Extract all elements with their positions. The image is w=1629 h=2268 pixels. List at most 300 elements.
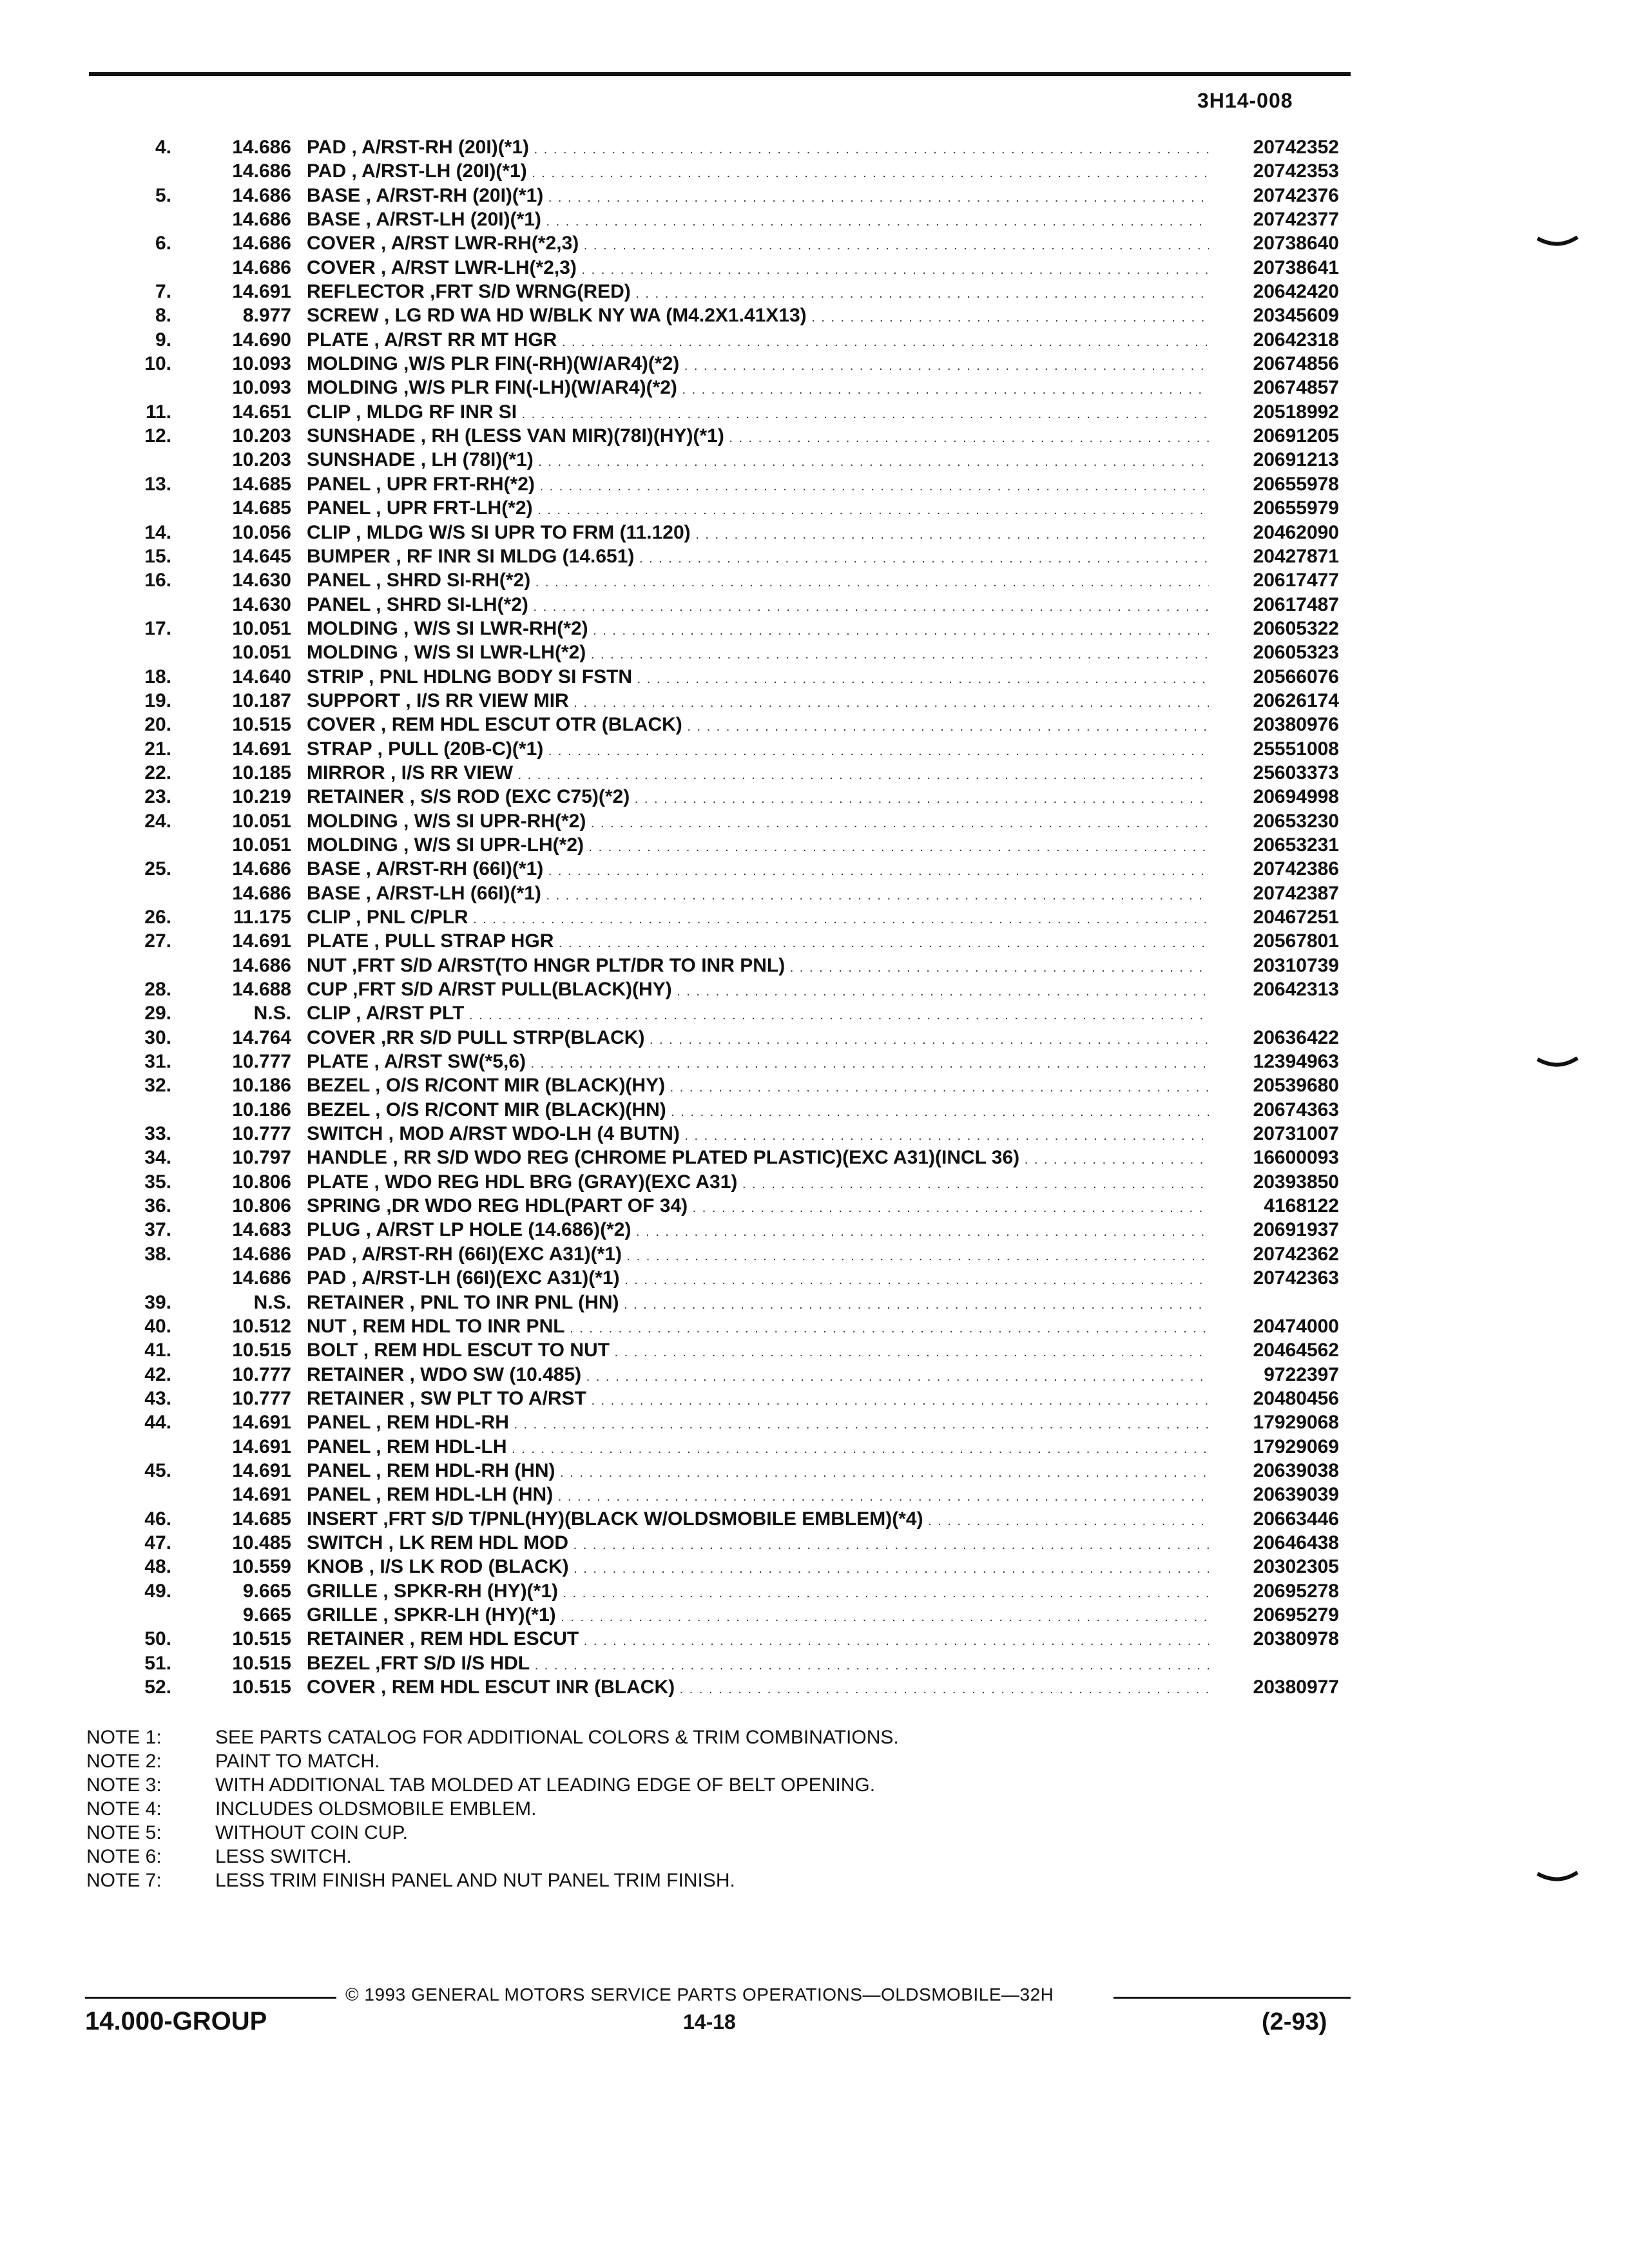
top-rule	[89, 72, 1351, 76]
part-row	[0, 929, 1629, 953]
part-row	[0, 881, 1629, 905]
part-row	[0, 424, 1629, 448]
part-group-number: 10.051	[232, 642, 291, 664]
note-label: NOTE 2:	[86, 1751, 162, 1772]
part-number: 20691937	[1253, 1219, 1339, 1241]
part-row	[0, 231, 1629, 255]
part-row	[0, 1218, 1629, 1242]
footer-group: 14.000-GROUP	[85, 2007, 267, 2035]
part-row	[0, 1338, 1629, 1362]
part-description: BUMPER , RF INR SI MLDG (14.651) . . .	[307, 544, 1209, 571]
part-number: 20742376	[1253, 184, 1339, 206]
part-ref-number: 16.	[144, 570, 171, 591]
part-row	[0, 1531, 1629, 1555]
part-group-number: 10.187	[232, 689, 291, 711]
part-row	[0, 1435, 1629, 1459]
part-description: SWITCH , LK REM HDL MOD . . .	[307, 1531, 1209, 1557]
part-ref-number: 17.	[144, 617, 171, 639]
part-row	[0, 1122, 1629, 1146]
part-group-number: 14.685	[232, 497, 291, 519]
part-row	[0, 1266, 1629, 1290]
part-description: BASE , A/RST-LH (20I)(*1) . . .	[307, 207, 1209, 234]
part-ref-number: 42.	[144, 1363, 171, 1385]
part-group-number: 14.690	[232, 329, 291, 351]
part-number: 20636422	[1253, 1026, 1339, 1048]
part-ref-number: 11.	[145, 401, 171, 423]
part-row	[0, 472, 1629, 496]
part-description: PLUG , A/RST LP HOLE (14.686)(*2) . . .	[307, 1218, 1209, 1244]
part-number: 20691213	[1253, 449, 1339, 471]
part-row	[0, 1483, 1629, 1506]
part-number: 20742386	[1253, 858, 1339, 880]
note-label: NOTE 5:	[86, 1822, 162, 1843]
part-number: 25603373	[1253, 762, 1339, 783]
part-number: 20731007	[1253, 1123, 1339, 1145]
part-description: PANEL , REM HDL-RH (HN) . . .	[307, 1459, 1209, 1485]
part-ref-number: 52.	[144, 1677, 171, 1698]
part-group-number: 10.777	[232, 1387, 291, 1409]
part-number: 20742352	[1253, 137, 1339, 158]
part-group-number: 10.512	[232, 1315, 291, 1337]
note-text: LESS SWITCH.	[215, 1846, 352, 1867]
note-label: NOTE 3:	[86, 1774, 162, 1796]
part-number: 16600093	[1253, 1147, 1339, 1169]
part-number: 20694998	[1253, 786, 1339, 808]
part-description: NUT ,FRT S/D A/RST(TO HNGR PLT/DR TO INR PNL) . . .	[307, 954, 1209, 980]
part-ref-number: 8.	[155, 305, 171, 327]
page-code: 3H14-008	[1197, 89, 1293, 112]
part-row	[0, 737, 1629, 761]
part-number: 20474000	[1253, 1315, 1339, 1337]
part-description: MOLDING , W/S SI LWR-LH(*2) . . .	[307, 640, 1209, 667]
part-description: PAD , A/RST-LH (66I)(EXC A31)(*1) . . .	[307, 1266, 1209, 1293]
part-number: 20605323	[1253, 642, 1339, 664]
part-row	[0, 761, 1629, 785]
part-description: BEZEL , O/S R/CONT MIR (BLACK)(HN) . . .	[307, 1098, 1209, 1124]
part-ref-number: 25.	[144, 858, 171, 880]
part-description: CUP ,FRT S/D A/RST PULL(BLACK)(HY) . . .	[307, 977, 1209, 1004]
part-row	[0, 1050, 1629, 1073]
part-row	[0, 448, 1629, 472]
part-group-number: 14.686	[232, 209, 291, 231]
part-description: KNOB , I/S LK ROD (BLACK) . . .	[307, 1555, 1209, 1581]
part-number: 20380977	[1253, 1677, 1339, 1698]
part-description: BEZEL ,FRT S/D I/S HDL . . .	[307, 1651, 1209, 1678]
part-row	[0, 689, 1629, 713]
note-line	[86, 1845, 899, 1869]
part-description: MOLDING ,W/S PLR FIN(-LH)(W/AR4)(*2) . . .	[307, 376, 1209, 402]
part-row	[0, 1675, 1629, 1699]
part-ref-number: 15.	[144, 545, 171, 567]
part-number: 20380976	[1253, 714, 1339, 736]
part-description: HANDLE , RR S/D WDO REG (CHROME PLATED PLASTIC)(EXC A31)(INCL 36) . . .	[307, 1146, 1209, 1172]
part-group-number: 14.683	[232, 1219, 291, 1241]
part-group-number: 14.686	[232, 858, 291, 880]
part-group-number: 10.051	[232, 617, 291, 639]
part-row	[0, 1603, 1629, 1627]
part-ref-number: 45.	[144, 1459, 171, 1481]
part-description: PANEL , UPR FRT-RH(*2) . . .	[307, 472, 1209, 499]
part-group-number: 14.691	[232, 1459, 291, 1481]
part-number: 20646438	[1253, 1532, 1339, 1553]
part-description: PANEL , REM HDL-LH . . .	[307, 1435, 1209, 1461]
part-row	[0, 1098, 1629, 1122]
part-number: 20738641	[1253, 256, 1339, 278]
part-group-number: 10.797	[232, 1147, 291, 1169]
part-group-number: 9.665	[242, 1604, 291, 1626]
part-description: BASE , A/RST-LH (66I)(*1) . . .	[307, 881, 1209, 908]
part-row	[0, 496, 1629, 520]
part-group-number: 10.203	[232, 425, 291, 447]
note-label: NOTE 1:	[86, 1727, 162, 1748]
part-row	[0, 1242, 1629, 1266]
part-description: MOLDING , W/S SI LWR-RH(*2) . . .	[307, 617, 1209, 643]
part-ref-number: 38.	[144, 1243, 171, 1265]
part-number: 17929068	[1253, 1412, 1339, 1434]
part-number: 20655979	[1253, 497, 1339, 519]
part-description: MOLDING , W/S SI UPR-LH(*2) . . .	[307, 833, 1209, 860]
part-group-number: 14.640	[232, 666, 291, 687]
part-row	[0, 159, 1629, 183]
part-ref-number: 27.	[144, 930, 171, 952]
part-description: PANEL , REM HDL-RH . . .	[307, 1410, 1209, 1437]
part-number: 20691205	[1253, 425, 1339, 447]
part-description: COVER , A/RST LWR-RH(*2,3) . . .	[307, 231, 1209, 258]
part-number: 20674363	[1253, 1099, 1339, 1120]
part-ref-number: 19.	[144, 689, 171, 711]
part-number: 20626174	[1253, 689, 1339, 711]
part-group-number: 10.051	[232, 834, 291, 856]
part-number: 20480456	[1253, 1387, 1339, 1409]
part-ref-number: 40.	[144, 1315, 171, 1337]
part-row	[0, 905, 1629, 929]
part-row	[0, 1387, 1629, 1410]
part-group-number: 11.175	[233, 907, 291, 928]
part-row	[0, 1170, 1629, 1194]
part-row	[0, 617, 1629, 640]
part-description: MOLDING ,W/S PLR FIN(-RH)(W/AR4)(*2) . . .	[307, 352, 1209, 378]
note-label: NOTE 7:	[86, 1870, 162, 1891]
note-line	[86, 1869, 899, 1892]
part-row	[0, 1627, 1629, 1651]
part-ref-number: 41.	[144, 1340, 171, 1361]
part-number: 20639039	[1253, 1484, 1339, 1506]
part-group-number: 14.691	[232, 930, 291, 952]
part-ref-number: 30.	[144, 1026, 171, 1048]
part-description: PLATE , A/RST SW(*5,6) . . .	[307, 1050, 1209, 1076]
part-group-number: 10.515	[232, 714, 291, 736]
footer-rule-left	[85, 1997, 336, 1999]
part-group-number: 10.093	[232, 353, 291, 375]
part-number: 20742353	[1253, 160, 1339, 182]
part-group-number: 14.686	[232, 137, 291, 158]
part-description: GRILLE , SPKR-RH (HY)(*1) . . .	[307, 1579, 1209, 1606]
note-line	[86, 1797, 899, 1821]
part-number: 4168122	[1264, 1195, 1339, 1217]
part-number: 20464562	[1253, 1340, 1339, 1361]
part-number: 20380978	[1253, 1628, 1339, 1650]
part-row	[0, 1410, 1629, 1434]
part-ref-number: 34.	[144, 1147, 171, 1169]
part-row	[0, 184, 1629, 207]
note-label: NOTE 4:	[86, 1798, 162, 1820]
part-description: MIRROR , I/S RR VIEW . . .	[307, 761, 1209, 787]
part-group-number: 10.093	[232, 377, 291, 399]
part-row	[0, 352, 1629, 376]
part-ref-number: 4.	[155, 137, 171, 158]
part-group-number: 10.219	[232, 786, 291, 808]
part-description: BASE , A/RST-RH (20I)(*1) . . .	[307, 184, 1209, 210]
part-group-number: 10.485	[232, 1532, 291, 1553]
part-ref-number: 23.	[144, 786, 171, 808]
footer-page-number: 14-18	[683, 2010, 736, 2033]
part-description: BEZEL , O/S R/CONT MIR (BLACK)(HY) . . .	[307, 1073, 1209, 1100]
part-row	[0, 400, 1629, 424]
part-ref-number: 31.	[144, 1051, 171, 1073]
part-row	[0, 256, 1629, 280]
part-row	[0, 1555, 1629, 1579]
part-description: PLATE , WDO REG HDL BRG (GRAY)(EXC A31) . . .	[307, 1170, 1209, 1196]
part-description: PAD , A/RST-LH (20I)(*1) . . .	[307, 159, 1209, 186]
part-row	[0, 1507, 1629, 1531]
part-group-number: 14.686	[232, 160, 291, 182]
part-number: 12394963	[1253, 1051, 1339, 1073]
part-number: 20617487	[1253, 593, 1339, 615]
part-number: 20302305	[1253, 1556, 1339, 1578]
part-number: 20674856	[1253, 353, 1339, 375]
part-number: 20345609	[1253, 305, 1339, 327]
part-row	[0, 135, 1629, 159]
part-row	[0, 857, 1629, 881]
part-description: INSERT ,FRT S/D T/PNL(HY)(BLACK W/OLDSMOBILE EMBLEM)(*4) . . .	[307, 1507, 1209, 1533]
part-description: PANEL , REM HDL-LH (HN) . . .	[307, 1483, 1209, 1509]
part-number: 20467251	[1253, 907, 1339, 928]
part-row	[0, 640, 1629, 664]
part-group-number: 10.051	[232, 810, 291, 832]
binder-hole-mark	[1536, 1057, 1579, 1070]
part-ref-number: 9.	[155, 329, 171, 351]
part-description: PAD , A/RST-RH (20I)(*1) . . .	[307, 135, 1209, 162]
part-row	[0, 1291, 1629, 1314]
part-row	[0, 1459, 1629, 1483]
part-number: 20653230	[1253, 810, 1339, 832]
part-ref-number: 44.	[144, 1412, 171, 1434]
part-group-number: 10.777	[232, 1123, 291, 1145]
part-description: SWITCH , MOD A/RST WDO-LH (4 BUTN) . . .	[307, 1122, 1209, 1148]
part-ref-number: 22.	[144, 762, 171, 783]
part-number: 25551008	[1253, 738, 1339, 760]
part-ref-number: 26.	[144, 907, 171, 928]
note-line	[86, 1749, 899, 1773]
part-ref-number: 13.	[144, 473, 171, 495]
part-group-number: 10.515	[232, 1340, 291, 1361]
part-description: PAD , A/RST-RH (66I)(EXC A31)(*1) . . .	[307, 1242, 1209, 1269]
part-ref-number: 6.	[155, 233, 171, 255]
part-group-number: 9.665	[242, 1580, 291, 1602]
part-row	[0, 328, 1629, 352]
part-group-number: 14.691	[232, 1484, 291, 1506]
notes-section	[86, 1725, 899, 1892]
part-ref-number: 12.	[144, 425, 171, 447]
part-description: SPRING ,DR WDO REG HDL(PART OF 34) . . .	[307, 1194, 1209, 1220]
part-description: BASE , A/RST-RH (66I)(*1) . . .	[307, 857, 1209, 883]
part-ref-number: 37.	[144, 1219, 171, 1241]
part-number: 20539680	[1253, 1075, 1339, 1097]
part-row	[0, 1651, 1629, 1675]
part-number: 20567801	[1253, 930, 1339, 952]
part-row	[0, 1073, 1629, 1097]
part-number: 20742363	[1253, 1267, 1339, 1289]
part-ref-number: 43.	[144, 1387, 171, 1409]
part-ref-number: 18.	[144, 666, 171, 687]
part-ref-number: 50.	[144, 1628, 171, 1650]
part-group-number: 10.186	[232, 1075, 291, 1097]
part-description: COVER ,RR S/D PULL STRP(BLACK) . . .	[307, 1026, 1209, 1052]
part-group-number: 10.515	[232, 1652, 291, 1674]
part-ref-number: 20.	[144, 714, 171, 736]
part-row	[0, 303, 1629, 327]
part-number: 20653231	[1253, 834, 1339, 856]
part-group-number: 14.651	[232, 401, 291, 423]
note-text: WITH ADDITIONAL TAB MOLDED AT LEADING EDGE OF BELT OPENING.	[215, 1774, 876, 1796]
part-row	[0, 977, 1629, 1001]
footer-rule-right	[1113, 1997, 1351, 1999]
part-row	[0, 521, 1629, 544]
part-row	[0, 1001, 1629, 1025]
part-row	[0, 809, 1629, 833]
part-description: BOLT , REM HDL ESCUT TO NUT . . .	[307, 1338, 1209, 1365]
part-ref-number: 46.	[144, 1508, 171, 1530]
part-description: PANEL , UPR FRT-LH(*2) . . .	[307, 496, 1209, 523]
part-row	[0, 207, 1629, 231]
part-description: CLIP , A/RST PLT . . .	[307, 1001, 1209, 1028]
part-row	[0, 280, 1629, 303]
part-ref-number: 51.	[144, 1652, 171, 1674]
note-text: WITHOUT COIN CUP.	[215, 1822, 408, 1843]
part-row	[0, 954, 1629, 977]
part-number: 20462090	[1253, 521, 1339, 543]
part-description: PANEL , SHRD SI-LH(*2) . . .	[307, 593, 1209, 619]
part-description: RETAINER , SW PLT TO A/RST . . .	[307, 1387, 1209, 1413]
part-ref-number: 14.	[144, 521, 171, 543]
part-row	[0, 544, 1629, 568]
part-number: 20742377	[1253, 209, 1339, 231]
part-group-number: 10.515	[232, 1677, 291, 1698]
part-number: 20695279	[1253, 1604, 1339, 1626]
part-group-number: 10.186	[232, 1099, 291, 1120]
part-number: 20310739	[1253, 954, 1339, 976]
part-ref-number: 47.	[144, 1532, 171, 1553]
footer-copyright: © 1993 GENERAL MOTORS SERVICE PARTS OPERATIONS—OLDSMOBILE—32H	[345, 1984, 1054, 2004]
part-description: GRILLE , SPKR-LH (HY)(*1) . . .	[307, 1603, 1209, 1629]
part-row	[0, 1363, 1629, 1387]
part-group-number: 8.977	[242, 305, 291, 327]
part-row	[0, 593, 1629, 617]
part-group-number: 10.203	[232, 449, 291, 471]
part-ref-number: 21.	[144, 738, 171, 760]
part-group-number: 10.777	[232, 1051, 291, 1073]
part-description: REFLECTOR ,FRT S/D WRNG(RED) . . .	[307, 280, 1209, 306]
part-number: 20566076	[1253, 666, 1339, 687]
part-ref-number: 39.	[144, 1291, 171, 1313]
part-description: MOLDING , W/S SI UPR-RH(*2) . . .	[307, 809, 1209, 836]
part-description: RETAINER , PNL TO INR PNL (HN) . . .	[307, 1291, 1209, 1317]
part-description: NUT , REM HDL TO INR PNL . . .	[307, 1314, 1209, 1341]
part-row	[0, 833, 1629, 857]
part-number: 20427871	[1253, 545, 1339, 567]
part-row	[0, 376, 1629, 399]
part-number: 20617477	[1253, 570, 1339, 591]
part-ref-number: 29.	[144, 1003, 171, 1024]
part-number: 20393850	[1253, 1171, 1339, 1193]
part-row	[0, 1194, 1629, 1218]
part-ref-number: 7.	[155, 281, 171, 303]
part-ref-number: 33.	[144, 1123, 171, 1145]
part-group-number: 10.515	[232, 1628, 291, 1650]
part-row	[0, 568, 1629, 592]
note-label: NOTE 6:	[86, 1846, 162, 1867]
note-text: INCLUDES OLDSMOBILE EMBLEM.	[215, 1798, 537, 1820]
footer-date: (2-93)	[1262, 2008, 1327, 2035]
part-group-number: 14.686	[232, 233, 291, 255]
part-number: 20642318	[1253, 329, 1339, 351]
note-line	[86, 1725, 899, 1749]
part-group-number: 14.691	[232, 1412, 291, 1434]
part-description: PLATE , A/RST RR MT HGR . . .	[307, 328, 1209, 354]
part-group-number: 14.645	[232, 545, 291, 567]
part-description: STRIP , PNL HDLNG BODY SI FSTN . . .	[307, 665, 1209, 691]
part-row	[0, 665, 1629, 689]
part-group-number: 10.806	[232, 1195, 291, 1217]
note-line	[86, 1773, 899, 1797]
note-text: LESS TRIM FINISH PANEL AND NUT PANEL TRIM FINISH.	[215, 1870, 735, 1891]
note-text: PAINT TO MATCH.	[215, 1751, 380, 1772]
part-description: COVER , A/RST LWR-LH(*2,3) . . .	[307, 256, 1209, 282]
part-number: 9722397	[1264, 1363, 1339, 1385]
part-number: 20639038	[1253, 1459, 1339, 1481]
part-number: 20695278	[1253, 1580, 1339, 1602]
part-group-number: 14.686	[232, 1243, 291, 1265]
part-description: RETAINER , REM HDL ESCUT . . .	[307, 1627, 1209, 1653]
part-group-number: 14.686	[232, 256, 291, 278]
part-row	[0, 1146, 1629, 1169]
part-number: 17929069	[1253, 1436, 1339, 1457]
part-description: PANEL , SHRD SI-RH(*2) . . .	[307, 568, 1209, 595]
part-row	[0, 1314, 1629, 1338]
part-ref-number: 28.	[144, 979, 171, 1001]
part-number: 20742387	[1253, 882, 1339, 904]
part-group-number: 14.764	[232, 1026, 291, 1048]
part-description: STRAP , PULL (20B-C)(*1) . . .	[307, 737, 1209, 764]
part-description: SCREW , LG RD WA HD W/BLK NY WA (M4.2X1.41X13) . . .	[307, 303, 1209, 330]
part-row	[0, 713, 1629, 736]
part-row	[0, 785, 1629, 809]
part-group-number: 10.185	[232, 762, 291, 783]
part-group-number: 14.686	[232, 1267, 291, 1289]
part-description: RETAINER , WDO SW (10.485) . . .	[307, 1363, 1209, 1389]
part-number: 20642313	[1253, 979, 1339, 1001]
part-number: 20738640	[1253, 233, 1339, 255]
part-description: COVER , REM HDL ESCUT OTR (BLACK) . . .	[307, 713, 1209, 739]
part-description: CLIP , MLDG W/S SI UPR TO FRM (11.120) . . .	[307, 521, 1209, 547]
part-group-number: 14.630	[232, 570, 291, 591]
part-ref-number: 24.	[144, 810, 171, 832]
part-description: SUPPORT , I/S RR VIEW MIR . . .	[307, 689, 1209, 715]
part-group-number: 14.691	[232, 1436, 291, 1457]
part-group-number: 14.688	[232, 979, 291, 1001]
part-ref-number: 49.	[144, 1580, 171, 1602]
part-row	[0, 1026, 1629, 1050]
